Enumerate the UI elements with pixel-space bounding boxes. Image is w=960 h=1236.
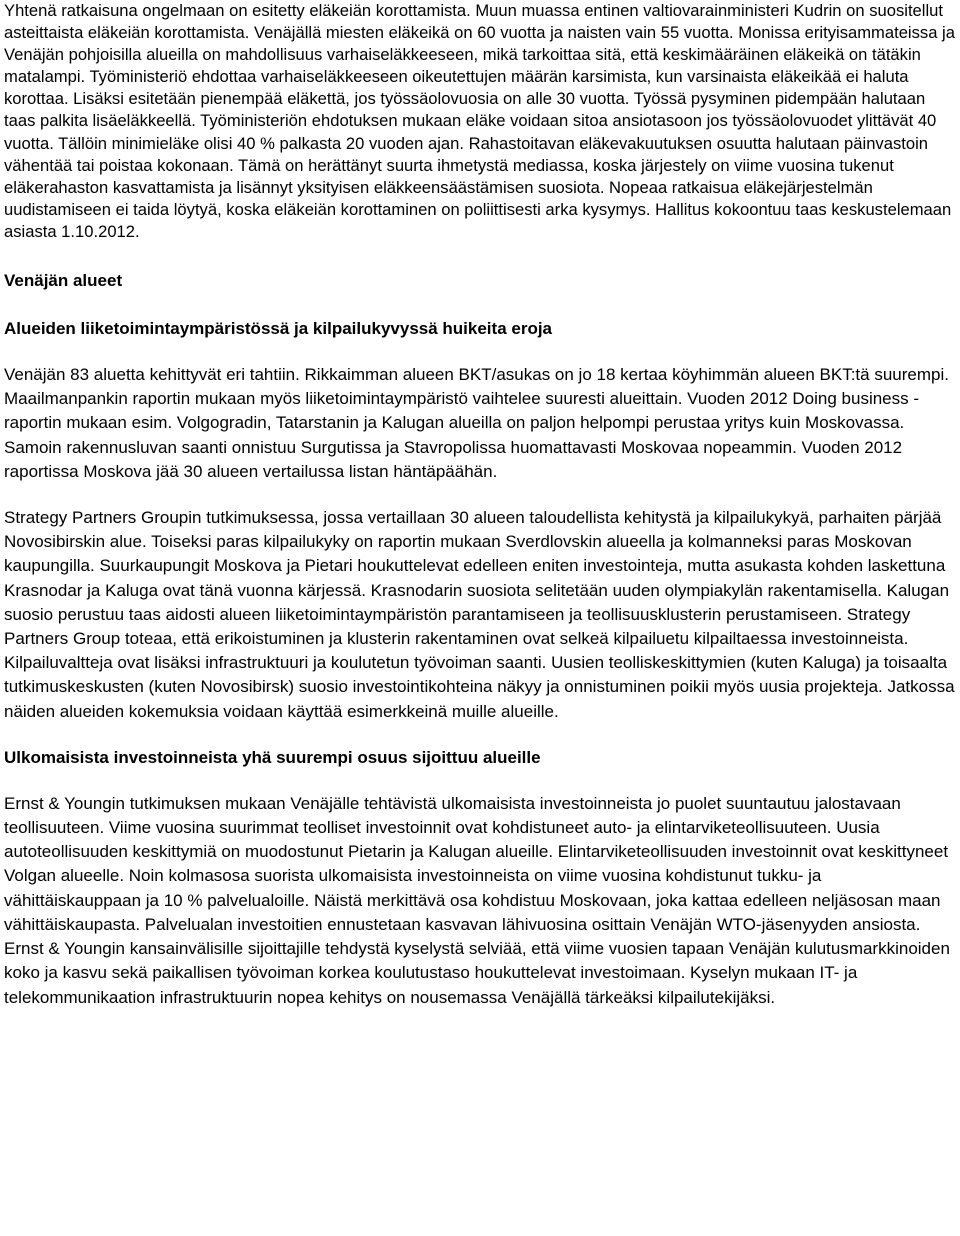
spacer	[4, 293, 958, 317]
spacer	[4, 724, 958, 746]
spacer	[4, 341, 958, 363]
paragraph-regional-development: Venäjän 83 aluetta kehittyvät eri tahtiin. Rikkaimman alueen BKT/asukas on jo 18 kertaa köyhimmän alueen BKT:tä suurempi. Maailmanpankin raportin mukaan myös liiketoimintaympäristö vaihtelee suuresti alueittain. Vuoden 2012 Doing business -raportin mukaan esim. Volgogradin, Tatarstanin ja Kalugan alueilla on paljon helpompi perustaa yritys kuin Moskovassa. Samoin rakennusluvan saanti onnistuu Surgutissa ja Stavropolissa huomattavasti Moskovaa nopeammin. Vuoden 2012 raportissa Moskova jää 30 alueen vertailussa listan häntäpäähän.	[4, 365, 949, 481]
paragraph-strategy-partners: Strategy Partners Groupin tutkimuksessa, jossa vertaillaan 30 alueen taloudellista kehitystä ja kilpailukykyä, parhaiten pärjää Novosibirskin alue. Toiseksi paras kilpailukyky on raportin mukaan Sverdlovskin alueella ja kolmanneksi paras Moskovan kaupungilla. Suurkaupungit Moskova ja Pietari houkuttelevat edelleen eniten investointeja, mutta asukasta kohden laskettuna Krasnodar ja Kaluga ovat tänä vuonna kärjessä. Krasnodarin suosiota selitetään uuden olympiakylän rakentamisella. Kalugan suosio perustuu taas aidosti alueen liiketoimintaympäristön parantamiseen ja teollisuusklusterin perustamiseen. Strategy Partners Group toteaa, että erikoistuminen ja klusterin rakentaminen ovat selkeä kilpailuetu kilpailtaessa investoinneista. Kilpailuvaltteja ovat lisäksi infrastruktuuri ja koulutetun työvoiman saanti. Uusien teolliskeskittymien (kuten Kaluga) ja toisaalta tutkimuskeskusten (kuten Novosibirsk) suosio investointikohteina näkyy ja onnistuminen poikii myös uusia projekteja. Jatkossa näiden alueiden kokemuksia voidaan käyttää esimerkkeinä muille alueille.	[4, 508, 955, 721]
document-page	[4, 0, 958, 1010]
subheading-foreign-investments: Ulkomaisista investoinneista yhä suurempi osuus sijoittuu alueille	[4, 747, 541, 767]
section-heading-regions: Venäjän alueet	[4, 271, 123, 291]
subheading-business-environment: Alueiden liiketoimintaympäristössä ja kilpailukyvyssä huikeita eroja	[4, 319, 553, 339]
spacer	[4, 243, 958, 269]
paragraph-pension-reform: Yhtenä ratkaisuna ongelmaan on esitetty eläkeiän korottamista. Muun muassa entinen valtiovarainministeri Kudrin on suositellut asteittaista eläkeiän korottamista. Venäjällä miesten eläkeikä on 60 vuotta ja naisten vain 55 vuotta. Monissa erityisammateissa ja Venäjän pohjoisilla alueilla on mahdollisuus varhaiseläkkeeseen, mikä tarkoittaa sitä, että keskimääräinen eläkeikä on tätäkin matalampi. Työministeriö ehdottaa varhaiseläkkeeseen oikeutettujen määrän karsimista, kun varsinaista eläkeikää ei haluta korottaa. Lisäksi esitetään pienempää eläkettä, jos työssäolovuosia on alle 30 vuotta. Työssä pysyminen pidempään halutaan taas palkita lisäeläkkeellä. Työministeriön ehdotuksen mukaan eläke voidaan sitoa ansiotasoon jos työssäolovuodet ylittävät 40 vuotta. Tällöin minimieläke olisi 40 % palkasta 20 vuoden ajan. Rahastoitavan eläkevakuutuksen osuutta halutaan päinvastoin vähentää tai poistaa kokonaan. Tämä on herättänyt suurta ihmetystä mediassa, koska järjestely on viime vuosina tukenut eläkerahaston kasvattamista ja lisännyt yksityisen eläkkeensäästämisen suosiota. Nopeaa ratkaisua eläkejärjestelmän uudistamiseen ei taida löytyä, koska eläkeiän korottaminen on poliittisesti arka kysymys. Hallitus kokoontuu taas keskustelemaan asiasta 1.10.2012.	[4, 1, 955, 241]
spacer	[4, 770, 958, 792]
paragraph-ernst-young: Ernst & Youngin tutkimuksen mukaan Venäjälle tehtävistä ulkomaisista investoinneista jo puolet suuntautuu jalostavaan teollisuuteen. Viime vuosina suurimmat teolliset investoinnit ovat kohdistuneet auto- ja elintarviketeollisuuteen. Uusia autoteollisuuden keskittymiä on muodostunut Pietarin ja Kalugan alueille. Elintarviketeollisuuden investoinnit ovat keskittyneet Volgan alueelle. Noin kolmasosa suorista ulkomaisista investoinneista on viime vuosina kohdistunut tukku- ja vähittäiskauppaan ja 10 % palvelualoille. Näistä merkittävä osa kohdistuu Moskovaan, joka kattaa edelleen neljäsosan maan vähittäiskaupasta. Palvelualan investoitien ennustetaan kasvavan lähivuosina osittain Venäjän WTO-jäsenyyden ansiosta. Ernst & Youngin kansainvälisille sijoittajille tehdystä kyselystä selviää, että viime vuosien tapaan Venäjän kulutusmarkkinoiden koko ja kasvu sekä paikallisen työvoiman korkea koulutustaso houkuttelevat investoimaan. Kyselyn mukaan IT- ja telekommunikaation infrastruktuurin nopea kehitys on nousemassa Venäjällä tärkeäksi kilpailutekijäksi.	[4, 793, 950, 1007]
spacer	[4, 484, 958, 506]
